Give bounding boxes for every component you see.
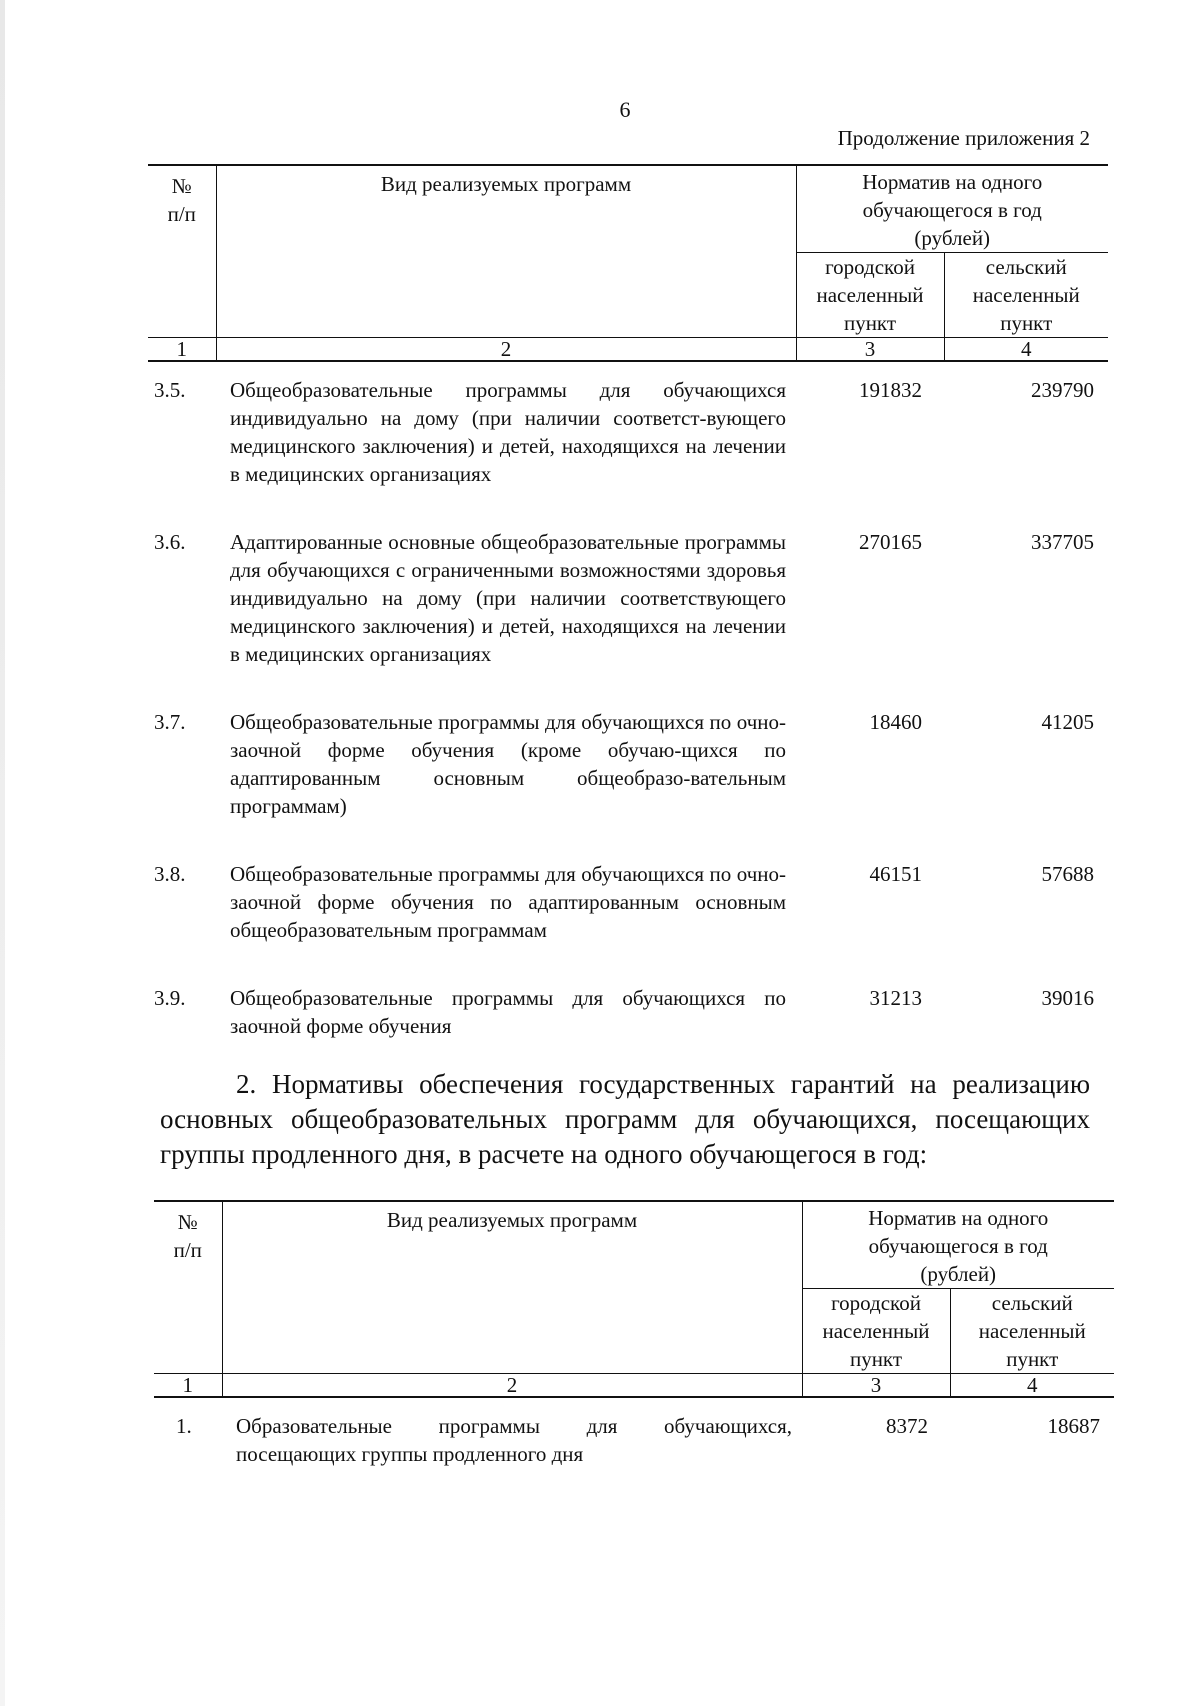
header-program-type: Вид реализуемых программ xyxy=(216,165,796,338)
norms-table-2 xyxy=(154,1200,1114,1468)
header-norm: Норматив на одного обучающегося в год (рублей) xyxy=(796,165,1108,253)
row-rural-value: 337705 xyxy=(1031,530,1094,554)
column-number: 2 xyxy=(216,338,796,362)
row-urban-value: 191832 xyxy=(859,378,922,402)
header-program-type: Вид реализуемых программ xyxy=(222,1201,802,1374)
row-rural-value: 41205 xyxy=(1041,710,1094,734)
header-urban: городской населенный пункт xyxy=(802,1289,950,1374)
row-urban-value: 18460 xyxy=(869,710,922,734)
column-number: 1 xyxy=(148,338,216,362)
row-rural-value: 239790 xyxy=(1031,378,1094,402)
table-row xyxy=(148,376,1108,488)
row-urban-value: 31213 xyxy=(869,986,922,1010)
row-rural-value: 18687 xyxy=(1047,1414,1100,1438)
column-number-row xyxy=(154,1374,1114,1398)
row-number: 3.9. xyxy=(154,986,186,1010)
row-number: 3.5. xyxy=(154,378,186,402)
scan-edge xyxy=(0,0,5,1706)
row-number: 3.6. xyxy=(154,530,186,554)
page-number: 6 xyxy=(619,97,631,122)
section-heading-text: 2. Нормативы обеспечения государственных гарантий на реализацию основных общеобразовательных программ для обучающихся, посещающих группы продленного дня, в расчете на одного обучающегося в год: xyxy=(160,1069,1090,1169)
norms-table-1 xyxy=(148,164,1108,1040)
row-urban-value: 46151 xyxy=(869,862,922,886)
header-number: № п/п xyxy=(154,1201,222,1374)
section-heading xyxy=(160,1067,1090,1172)
row-number: 3.7. xyxy=(154,710,186,734)
table-row xyxy=(148,984,1108,1040)
row-program-text: Общеобразовательные программы для обучающихся по очно-заочной форме обучения по адаптированным основным общеобразовательным программам xyxy=(230,862,786,942)
header-rural: сельский населенный пункт xyxy=(950,1289,1114,1374)
header-rural: сельский населенный пункт xyxy=(944,253,1108,338)
row-number: 1. xyxy=(176,1414,192,1438)
column-number: 3 xyxy=(802,1374,950,1398)
header-urban: городской населенный пункт xyxy=(796,253,944,338)
row-rural-value: 57688 xyxy=(1041,862,1094,886)
column-number: 1 xyxy=(154,1374,222,1398)
row-urban-value: 270165 xyxy=(859,530,922,554)
continuation-note: Продолжение приложения 2 xyxy=(837,126,1090,150)
column-number: 4 xyxy=(950,1374,1114,1398)
header-norm: Норматив на одного обучающегося в год (рублей) xyxy=(802,1201,1114,1289)
table-header-row xyxy=(148,165,1108,253)
column-number-row xyxy=(148,338,1108,362)
row-rural-value: 39016 xyxy=(1041,986,1094,1010)
header-number: № п/п xyxy=(148,165,216,338)
row-program-text: Общеобразовательные программы для обучающихся по очно-заочной форме обучения (кроме обучаю-щихся по адаптированным основным общеобразо-вательным программам) xyxy=(230,710,786,818)
table-row xyxy=(148,708,1108,820)
table-row xyxy=(154,1412,1114,1468)
column-number: 2 xyxy=(222,1374,802,1398)
table-row xyxy=(148,860,1108,944)
row-program-text: Общеобразовательные программы для обучающихся по заочной форме обучения xyxy=(230,986,786,1038)
row-program-text: Адаптированные основные общеобразовательные программы для обучающихся с ограниченными возможностями здоровья индивидуально на дому (при наличии соответствующего медицинского заключения) и детей, находящихся на лечении в медицинских организациях xyxy=(230,530,786,666)
row-urban-value: 8372 xyxy=(886,1414,928,1438)
column-number: 3 xyxy=(796,338,944,362)
row-program-text: Образовательные программы для обучающихся, посещающих группы продленного дня xyxy=(236,1414,792,1466)
row-program-text: Общеобразовательные программы для обучающихся индивидуально на дому (при наличии соответст-вующего медицинского заключения) и детей, находящихся на лечении в медицинских организациях xyxy=(230,378,786,486)
table-row xyxy=(148,528,1108,668)
table-header-row xyxy=(154,1201,1114,1289)
row-number: 3.8. xyxy=(154,862,186,886)
column-number: 4 xyxy=(944,338,1108,362)
